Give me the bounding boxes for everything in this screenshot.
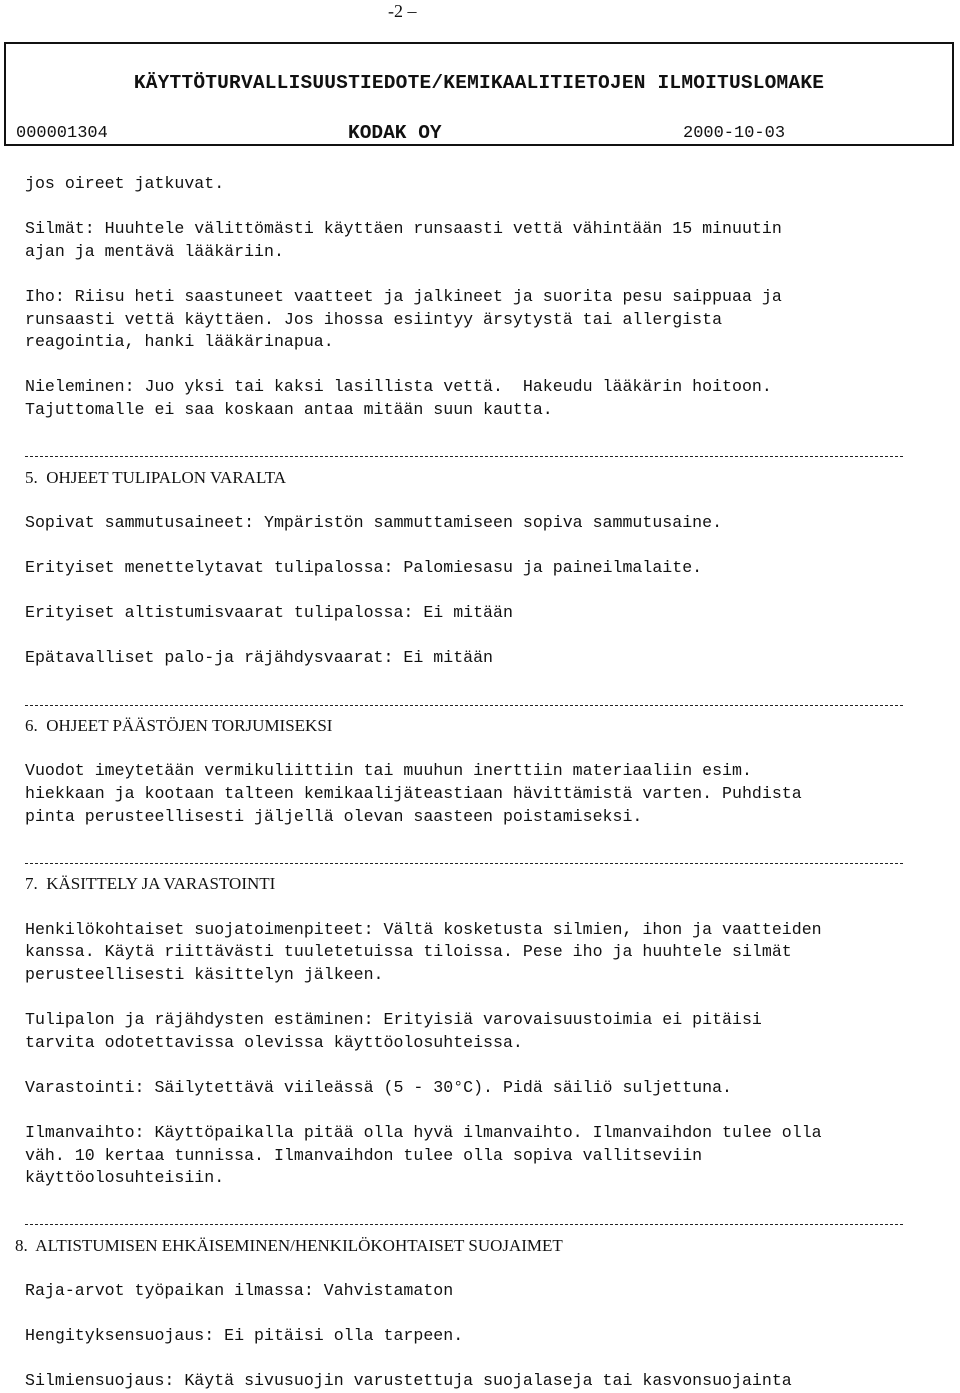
spacer xyxy=(25,580,945,603)
spacer xyxy=(25,896,945,919)
section-7-heading: 7. KÄSITTELY JA VARASTOINTI xyxy=(25,874,276,894)
spacer xyxy=(25,422,945,445)
section-divider xyxy=(25,693,945,716)
storage-text: Varastointi: Säilytettävä viileässä (5 - 30°C). Pidä säiliö suljettuna. xyxy=(25,1077,733,1097)
fire-prevention-text: Tulipalon ja räjähdysten estäminen: Erityisiä varovaisuustoimia ei pitäisi xyxy=(25,1009,762,1029)
spacer xyxy=(25,1054,945,1077)
spacer xyxy=(25,828,945,851)
spacer xyxy=(25,1190,945,1213)
personal-protection-text: kanssa. Käytä riittävästi tuuletetuissa tiloissa. Pese iho ja huuhtele silmät xyxy=(25,942,792,962)
skin-text: runsaasti vettä käyttäen. Jos ihossa esiintyy ärsytystä tai allergista xyxy=(25,309,723,329)
fire-procedures-text: Erityiset menettelytavat tulipalossa: Palomiesasu ja paineilmalaite. xyxy=(25,558,703,578)
respiratory-protection-text: Hengityksensuojaus: Ei pitäisi olla tarpeen. xyxy=(25,1326,464,1346)
ventilation-text: väh. 10 kertaa tunnissa. Ilmanvaihdon tulee olla sopiva vallitseviin xyxy=(25,1145,703,1165)
company-name: KODAK OY xyxy=(348,122,442,144)
section-divider xyxy=(25,1212,945,1235)
spacer xyxy=(25,738,945,761)
spacer xyxy=(25,535,945,558)
section-5-heading: 5. OHJEET TULIPALON VARALTA xyxy=(25,467,287,487)
section-divider xyxy=(25,444,945,467)
document-header xyxy=(4,42,954,146)
spill-text: pinta perusteellisesti jäljellä olevan saasteen poistamiseksi. xyxy=(25,806,643,826)
eye-protection-text: Silmiensuojaus: Käytä sivusuojin varustettuja suojalaseja tai kasvonsuojainta xyxy=(25,1371,792,1391)
section-6-heading: 6. OHJEET PÄÄSTÖJEN TORJUMISEKSI xyxy=(25,716,333,736)
document-id: 000001304 xyxy=(16,124,108,143)
section-8-heading: 8. ALTISTUMISEN EHKÄISEMINEN/HENKILÖKOHTAISET SUOJAIMET xyxy=(15,1235,563,1255)
spacer xyxy=(25,1348,945,1371)
spacer xyxy=(25,670,945,693)
spacer xyxy=(25,986,945,1009)
document-title: KÄYTTÖTURVALLISUUSTIEDOTE/KEMIKAALITIETOJEN ILMOITUSLOMAKE xyxy=(133,72,825,94)
page-number: -2 – xyxy=(388,1,417,21)
eyes-text: Silmät: Huuhtele välittömästi käyttäen runsaasti vettä vähintään 15 minuutin xyxy=(25,219,782,239)
skin-text: Iho: Riisu heti saastuneet vaatteet ja jalkineet ja suorita pesu saippuaa ja xyxy=(25,286,782,306)
document-body xyxy=(15,173,945,1393)
personal-protection-text: perusteellisesti käsittelyn jälkeen. xyxy=(25,964,384,984)
spacer xyxy=(25,196,945,219)
extinguishing-agents-text: Sopivat sammutusaineet: Ympäristön sammuttamiseen sopiva sammutusaine. xyxy=(25,512,723,532)
section-divider xyxy=(25,851,945,874)
eyes-text: ajan ja mentävä lääkäriin. xyxy=(25,241,284,261)
ingestion-text: Tajuttomalle ei saa koskaan antaa mitään suun kautta. xyxy=(25,399,553,419)
spill-text: hiekkaan ja kootaan talteen kemikaalijäteastiaan hävittämistä varten. Puhdista xyxy=(25,784,802,804)
spacer xyxy=(25,489,945,512)
skin-text: reagointia, hanki lääkärinapua. xyxy=(25,332,334,352)
spacer xyxy=(25,625,945,648)
fire-prevention-text: tarvita odotettavissa olevissa käyttöolosuhteissa. xyxy=(25,1032,523,1052)
ventilation-text: Ilmanvaihto: Käyttöpaikalla pitää olla hyvä ilmanvaihto. Ilmanvaihdon tulee olla xyxy=(25,1122,822,1142)
spacer xyxy=(25,263,945,286)
spacer xyxy=(25,1099,945,1122)
fire-exposure-text: Erityiset altistumisvaarat tulipalossa: Ei mitään xyxy=(25,603,513,623)
spill-text: Vuodot imeytetään vermikuliittiin tai muuhun inerttiin materiaaliin esim. xyxy=(25,761,752,781)
spacer xyxy=(25,1258,945,1281)
exposure-limits-text: Raja-arvot työpaikan ilmassa: Vahvistamaton xyxy=(25,1281,454,1301)
fire-hazards-text: Epätavalliset palo-ja räjähdysvaarat: Ei mitään xyxy=(25,648,494,668)
personal-protection-text: Henkilökohtaiset suojatoimenpiteet: Vältä kosketusta silmien, ihon ja vaatteiden xyxy=(25,919,822,939)
ventilation-text: käyttöolosuhteisiin. xyxy=(25,1168,225,1188)
spacer xyxy=(25,1303,945,1326)
first-aid-text: jos oireet jatkuvat. xyxy=(25,174,225,193)
document-date: 2000-10-03 xyxy=(683,124,786,143)
ingestion-text: Nieleminen: Juo yksi tai kaksi lasillista vettä. Hakeudu lääkärin hoitoon. xyxy=(25,377,772,397)
spacer xyxy=(25,354,945,377)
